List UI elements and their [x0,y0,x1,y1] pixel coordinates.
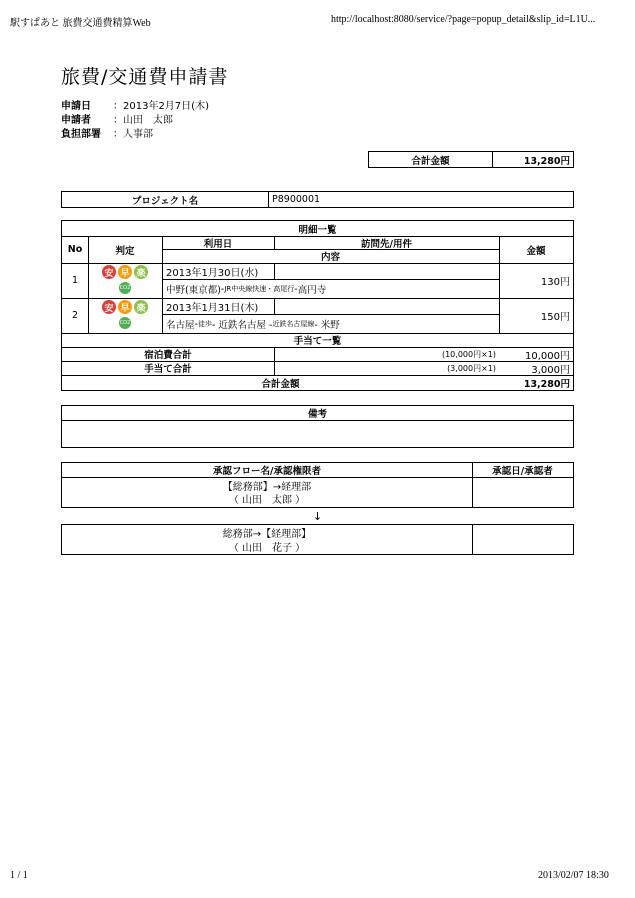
route-station: - 米野 [314,320,340,331]
fast-badge-icon: 早 [118,265,132,279]
header-judge: 判定 [115,245,135,257]
meta-value: ：山田 太郎 [113,115,173,126]
page-title: 旅費/交通費申請書 [61,66,229,88]
remarks-title: 備考 [307,409,327,420]
page-count: 1 / 1 [10,870,28,881]
approval-date-header: 承認日/承認者 [492,466,553,477]
total-value: 13,280円 [523,155,570,167]
allowance-calc: (3,000円×1) [447,363,496,373]
row-amount: 150円 [540,312,570,323]
judge-badges [88,263,162,298]
remarks-box [61,405,574,448]
meta-label: 申請者 [61,115,91,126]
route-station: 中野(東京都) [166,285,221,296]
approval-approver: （ 山田 太郎 ） [228,495,306,506]
easy-badge-icon: 楽 [134,300,148,314]
route-station: 高円寺 [297,285,327,296]
total-label: 合計金額 [411,155,450,167]
route-line: 徒歩 [197,320,212,328]
meta-label: 負担部署 [61,129,101,140]
row-route [162,280,499,298]
browser-page-title: 駅すぱあと 旅費交通費精算Web [10,18,151,29]
fast-badge-icon: 早 [118,300,132,314]
route-separator: - [294,283,298,295]
grand-total-value: 13,280円 [523,378,570,390]
project-label: プロジェクト名 [131,195,199,207]
judge-badges [88,298,162,333]
header-visit: 訪問先/用件 [361,238,412,250]
project-box [61,191,574,208]
approval-flow-name: 【総務部】→経理部 [222,482,312,493]
easy-badge-icon: 楽 [134,265,148,279]
project-value: P8900001 [272,194,321,205]
allowance-label: 手当て合計 [144,364,192,375]
print-datetime: 2013/02/07 18:30 [538,870,609,881]
approval-flow-header: 承認フロー名/承認権限者 [213,466,321,477]
lodging-calc: (10,000円×1) [441,349,496,359]
meta-value: ：2013年2月7日(木) [113,101,209,112]
detail-table [61,220,574,391]
safe-badge-icon: 安 [102,265,116,279]
header-date: 利用日 [203,238,233,250]
approval-date-cell [472,478,573,507]
lodging-label: 宿泊費合計 [144,350,192,361]
row-date: 2013年1月30日(水) [166,267,259,279]
grand-total-label: 合計金額 [261,378,300,390]
approval-table-1 [61,462,574,508]
approval-flow-name: 総務部→【経理部】 [222,529,312,540]
row-amount: 130円 [540,277,570,288]
header-content: 内容 [320,252,340,263]
meta-value: ：人事部 [113,129,153,140]
lodging-value: 10,000円 [525,350,570,362]
header-no: No [67,244,83,255]
approval-table-2 [61,524,574,555]
detail-section-title: 明細一覧 [298,224,337,236]
route-separator: - 近鉄名古屋 - [211,320,273,331]
co2-badge-icon: CO2 [119,317,131,329]
route-line: 近鉄名古屋線 [272,320,315,328]
route-line: JR中央線快速・高尾行 [224,285,295,293]
route-separator: - [194,318,198,330]
row-no: 1 [71,275,79,286]
allowance-value: 3,000円 [531,364,570,376]
browser-url: http://localhost:8080/service/?page=popup_detail&slip_id=L1U... [331,14,596,25]
approval-date-cell [472,525,573,554]
row-no: 2 [71,310,79,321]
meta-department [61,125,153,140]
meta-application-date [61,97,209,112]
row-date: 2013年1月31日(木) [166,302,259,314]
header-amount: 金額 [526,245,546,257]
total-box [368,151,574,168]
row-route [162,315,499,333]
co2-badge-icon: CO2 [119,282,131,294]
route-separator: - [220,283,225,295]
meta-label: 申請日 [61,101,91,112]
meta-applicant [61,111,173,126]
remarks-text [62,421,573,447]
allowance-section-title: 手当て一覧 [293,336,342,347]
safe-badge-icon: 安 [102,300,116,314]
route-station: 名古屋 [166,320,195,331]
approval-approver: （ 山田 花子 ） [228,542,306,554]
down-arrow-icon: ↓ [312,509,323,523]
